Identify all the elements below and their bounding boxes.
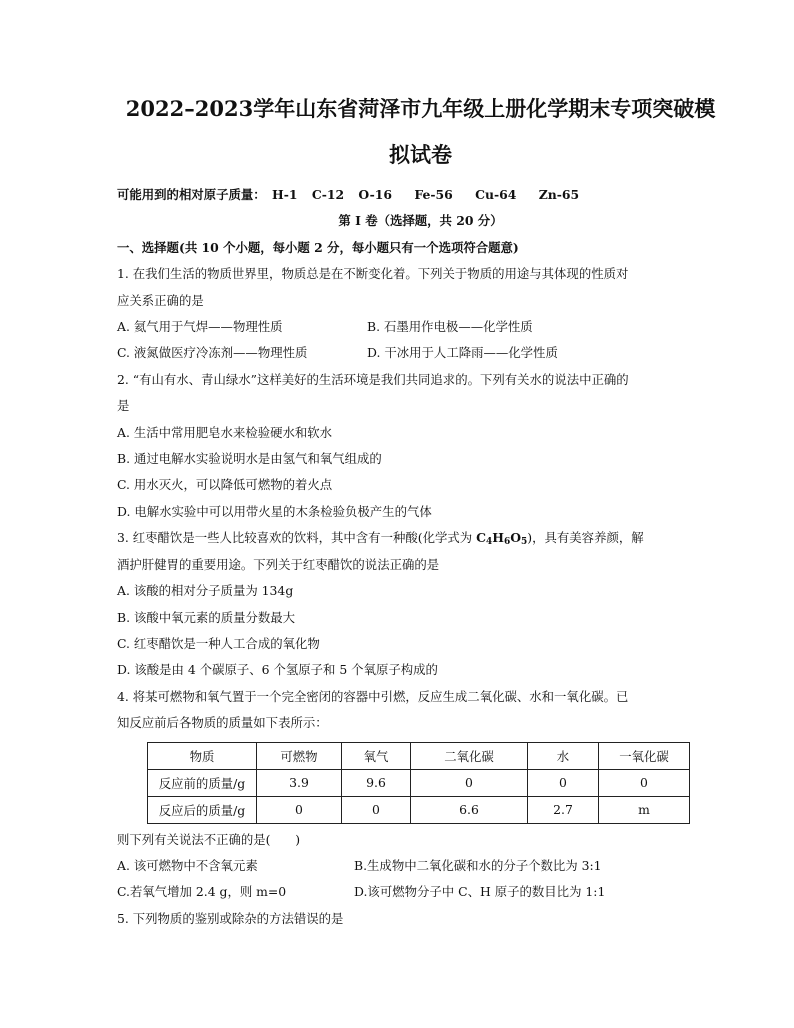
q3-option-a: A. 该酸的相对分子质量为 134g [117,583,294,599]
q1-option-d: D. 干冰用于人工降雨——化学性质 [367,345,558,361]
exam-title-line2: 拟试卷 [389,142,452,167]
table-cell: 0 [411,769,528,796]
atomic-mass-item: Fe-56 [414,187,453,202]
q1-option-a: A. 氦气用于气焊——物理性质 [117,319,283,335]
atomic-mass-item: O-16 [358,187,393,202]
q3-stem-line1 [117,525,724,551]
q4-option-b: B.生成物中二氧化碳和水的分子个数比为 3:1 [354,857,602,873]
table-cell: 9.6 [342,769,411,796]
q1-stem-line1: 1. 在我们生活的物质世界里，物质总是在不断变化着。下列关于物质的用途与其体现的性质对 [117,266,629,282]
atomic-mass-item: H-1 [272,187,298,202]
q5-stem-line1: 5. 下列物质的鉴别或除杂的方法错误的是 [117,910,344,926]
q4-stem-line1: 4. 将某可燃物和氧气置于一个完全密闭的容器中引燃，反应生成二氧化碳、水和一氧化碳。已 [117,688,629,704]
mass-table [147,742,690,824]
table-cell: 反应前的质量/g [148,769,257,796]
table-row [148,796,690,823]
atomic-mass-item: Zn-65 [538,187,580,202]
table-cell: 0 [599,769,690,796]
q4-after-table: 则下列有关说法不正确的是( ) [117,831,301,847]
table-header-cell: 二氧化碳 [411,742,528,769]
q2-stem-line2: 是 [117,398,130,414]
q4-stem-line2: 知反应前后各物质的质量如下表所示： [117,715,328,731]
table-header-cell: 一氧化碳 [599,742,690,769]
q3-option-b: B. 该酸中氧元素的质量分数最大 [117,609,296,625]
q1-stem-line2: 应关系正确的是 [117,292,204,308]
q1-options-cd [117,340,724,366]
q1-option-c: C. 液氮做医疗冷冻剂——物理性质 [117,345,308,361]
table-header-cell: 可燃物 [257,742,342,769]
atomic-mass-line [117,182,724,208]
q3-stem-line2: 酒护肝健胃的重要用途。下列关于红枣醋饮的说法正确的是 [117,556,440,572]
atomic-mass-label: 可能用到的相对原子质量： [117,187,266,202]
q4-options-cd [117,879,724,905]
atomic-mass-item: C-12 [311,187,345,202]
atomic-mass-item: Cu-64 [475,187,517,202]
q3-stem-part2: )，具有美容养颜，解 [527,530,644,546]
table-cell: 3.9 [257,769,342,796]
q2-option-d: D. 电解水实验中可以用带火星的木条检验负极产生的气体 [117,503,432,519]
q2-option-c: C. 用水灭火，可以降低可燃物的着火点 [117,477,333,493]
q3-stem-part1: 3. 红枣醋饮是一些人比较喜欢的饮料，其中含有一种酸(化学式为 [117,530,477,546]
q2-option-a: A. 生活中常用肥皂水来检验硬水和软水 [117,424,333,440]
q3-formula: $C_4H_6O_5$ [476,530,528,548]
q1-options-ab [117,314,724,340]
table-cell: 2.7 [528,796,599,823]
table-row [148,769,690,796]
q3-option-d: D. 该酸是由 4 个碳原子、6 个氢原子和 5 个氧原子构成的 [117,662,438,678]
table-header-cell: 氧气 [342,742,411,769]
section-heading: 一、选择题(共 10 个小题，每小题 2 分，每小题只有一个选项符合题意) [117,239,519,255]
part-heading: 第 I 卷（选择题，共 20 分） [338,213,503,229]
exam-title-line1: 2022–2023学年山东省菏泽市九年级上册化学期末专项突破模 [125,96,716,121]
table-cell: 6.6 [411,796,528,823]
q2-stem-line1: 2. “有山有水、青山绿水”这样美好的生活环境是我们共同追求的。下列有关水的说法中正确的 [117,371,629,387]
q4-option-d: D.该可燃物分子中 C、H 原子的数目比为 1:1 [354,884,606,900]
table-header-cell: 水 [528,742,599,769]
table-cell: 0 [528,769,599,796]
q4-option-c: C.若氧气增加 2.4 g，则 m=0 [117,884,287,900]
table-cell: m [599,796,690,823]
table-header-cell: 物质 [148,742,257,769]
table-cell: 0 [342,796,411,823]
q2-option-b: B. 通过电解水实验说明水是由氢气和氧气组成的 [117,451,382,467]
q3-option-c: C. 红枣醋饮是一种人工合成的氧化物 [117,635,320,651]
q4-option-a: A. 该可燃物中不含氧元素 [117,857,258,873]
table-cell: 反应后的质量/g [148,796,257,823]
table-header-row [148,742,690,769]
q4-options-ab [117,853,724,879]
q1-option-b: B. 石墨用作电极——化学性质 [367,319,533,335]
table-cell: 0 [257,796,342,823]
